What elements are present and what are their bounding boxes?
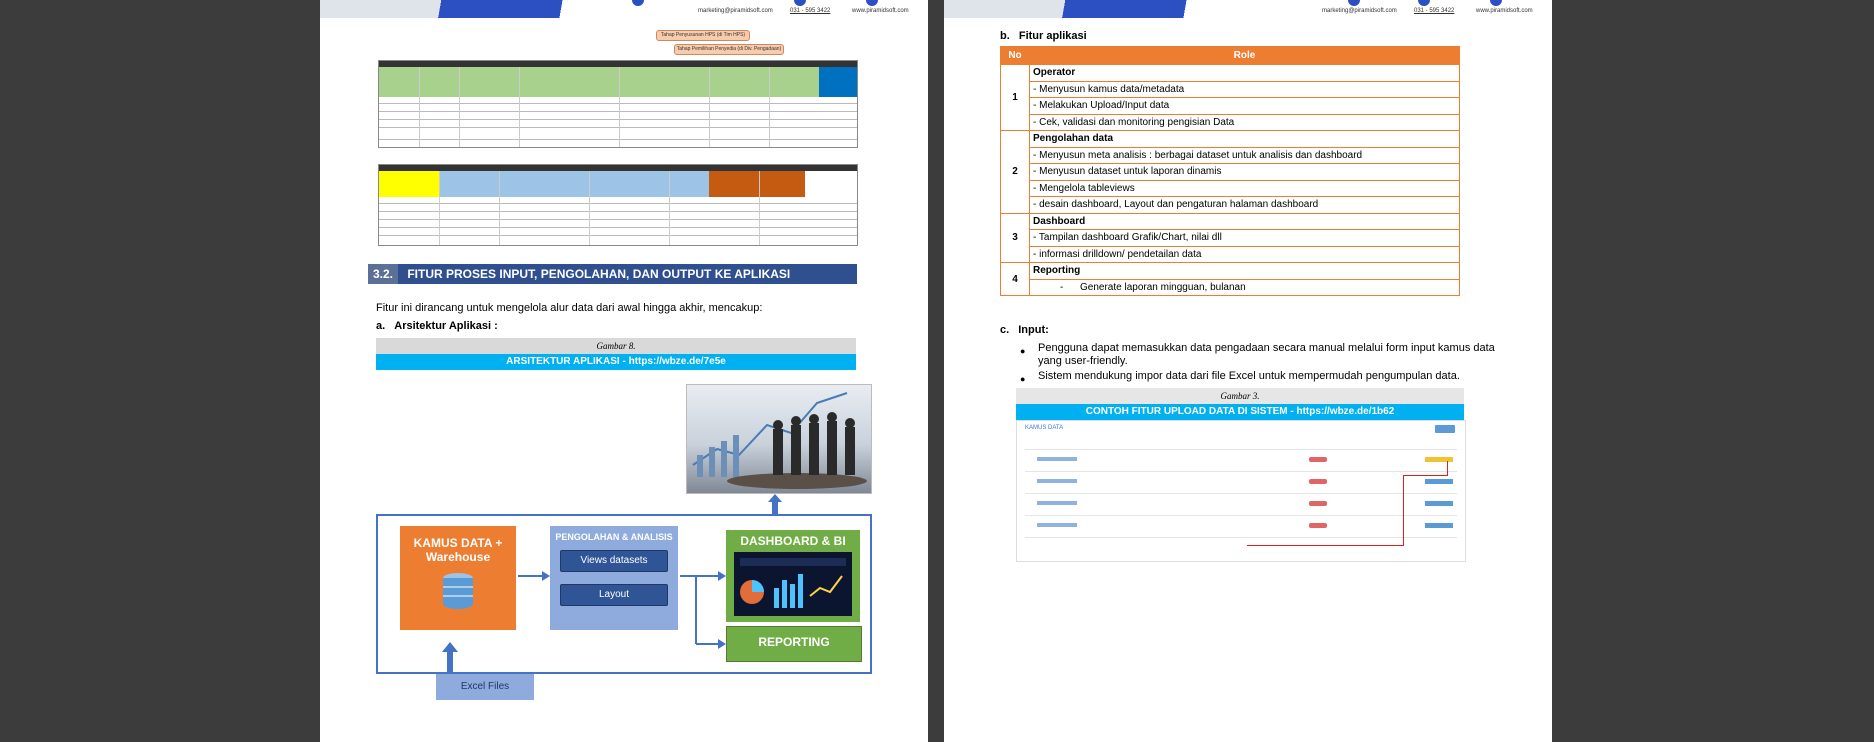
subheading-a <box>376 320 498 332</box>
table-row <box>1001 213 1460 230</box>
sheet-col <box>709 67 710 147</box>
annotation-line <box>1247 545 1404 546</box>
sheet-row <box>379 203 857 204</box>
document-page-2 <box>944 0 1552 742</box>
sheet-row <box>379 235 857 236</box>
annotation-line <box>1447 461 1448 475</box>
reporting-label: REPORTING <box>758 635 830 649</box>
role-table <box>1000 46 1460 296</box>
arrow-up-icon <box>768 494 782 514</box>
intro-text: Fitur ini dirancang untuk mengelola alur data dari awal hingga akhir, mencakup: <box>376 302 763 314</box>
role-item: - Menyusun kamus data/metadata <box>1030 81 1460 98</box>
table-row <box>1001 131 1460 148</box>
subheading-a-letter: a. <box>376 320 386 332</box>
filter-button <box>1435 425 1455 433</box>
bullet-text-2: Sistem mendukung impor data dari file Excel untuk mempermudah pengumpulan data. <box>1038 370 1460 382</box>
sheet-col <box>459 67 460 147</box>
header-website: www.piramidsoft.com <box>1476 8 1533 14</box>
subheading-b-letter: b. <box>1000 30 1010 42</box>
action-buttons <box>1425 457 1453 462</box>
sheet-row <box>379 211 857 212</box>
sheet-blue-header <box>819 67 857 97</box>
table-row <box>1001 98 1460 115</box>
header-no: No <box>1001 47 1030 65</box>
spreadsheet-pemilihan <box>378 164 858 246</box>
subheading-a-title: Arsitektur Aplikasi : <box>394 320 498 332</box>
sheet-col <box>419 67 420 147</box>
figure-label: Gambar 3. <box>1016 388 1464 404</box>
sheet-row <box>379 139 857 140</box>
table-row <box>1001 65 1460 82</box>
upload-screenshot <box>1016 420 1466 562</box>
sheet-col <box>499 171 500 245</box>
table-row <box>1001 114 1460 131</box>
page-header <box>944 0 1552 18</box>
screenshot-row <box>1025 537 1457 538</box>
subheading-b-title: Fitur aplikasi <box>1018 30 1087 42</box>
phone-icon <box>1418 0 1430 6</box>
table-row <box>1001 81 1460 98</box>
pengolahan-label: PENGOLAHAN & ANALISIS <box>555 532 673 542</box>
sheet-col <box>769 67 770 147</box>
figure-title: CONTOH FITUR UPLOAD DATA DI SISTEM - https://wbze.de/1b62 <box>1016 404 1464 420</box>
sheet-col <box>519 67 520 147</box>
row-text <box>1037 457 1077 461</box>
screenshot-row <box>1025 471 1457 472</box>
role-item: - Generate laporan mingguan, bulanan <box>1030 279 1460 296</box>
figure-title: ARSITEKTUR APLIKASI - https://wbze.de/7e5e <box>376 354 856 370</box>
row-text <box>1037 523 1077 527</box>
table-row <box>1001 180 1460 197</box>
screenshot-title: KAMUS DATA <box>1025 425 1064 431</box>
business-meeting-image <box>686 384 872 494</box>
sheet-col <box>589 171 590 245</box>
header-email: marketing@piramidsoft.com <box>698 8 773 14</box>
header-banner <box>320 0 620 18</box>
bullet-icon: ● <box>1020 374 1026 384</box>
screenshot-row <box>1025 449 1457 450</box>
screenshot-row <box>1025 515 1457 516</box>
role-item: - Tampilan dashboard Grafik/Chart, nilai dll <box>1030 230 1460 247</box>
role-item: - Menyusun dataset untuk laporan dinamis <box>1030 164 1460 181</box>
page-header <box>320 0 928 18</box>
kamus-data-label: KAMUS DATA + Warehouse <box>413 536 503 564</box>
role-number: 3 <box>1001 213 1030 263</box>
header-phone: 031 - 595 3422 <box>1414 8 1455 14</box>
arrow-up-icon <box>442 642 458 672</box>
callout-pemilihan: Tahap Pemilihan Penyedia (di Div. Pengadaan) <box>674 44 784 55</box>
role-number: 2 <box>1001 131 1030 214</box>
meeting-illustration <box>687 385 871 493</box>
sheet-green-header <box>379 67 819 97</box>
email-icon <box>1348 0 1360 6</box>
bullet-text-1: Pengguna dapat memasukkan data pengadaan secara manual melalui form input kamus data yang user-friendly. <box>1038 342 1495 367</box>
spreadsheet-hps <box>378 60 858 148</box>
sheet-col <box>619 67 620 147</box>
status-badge <box>1309 457 1327 462</box>
sheet-col <box>759 171 760 245</box>
header-banner <box>944 0 1244 18</box>
row-text <box>1037 501 1077 505</box>
callout-hps: Tahap Penyusunan HPS (di Tim HPS) <box>656 30 750 41</box>
sheet-row <box>379 111 857 112</box>
email-icon <box>632 0 644 6</box>
web-icon <box>1490 0 1502 6</box>
role-title: Operator <box>1030 65 1460 82</box>
subheading-c-title: Input: <box>1018 324 1049 336</box>
annotation-line <box>1403 475 1404 545</box>
table-row <box>1001 197 1460 214</box>
table-row <box>1001 164 1460 181</box>
row-text <box>1037 479 1077 483</box>
dashboard-bi-label: DASHBOARD & BI <box>740 534 846 548</box>
status-badge <box>1309 479 1327 484</box>
sheet-orange-header <box>709 171 805 197</box>
subheading-c-letter: c. <box>1000 324 1010 336</box>
role-item: - Cek, validasi dan monitoring pengisian Data <box>1030 114 1460 131</box>
subheading-c <box>1000 324 1049 336</box>
header-website: www.piramidsoft.com <box>852 8 909 14</box>
screenshot-row <box>1025 493 1457 494</box>
sheet-row <box>379 219 857 220</box>
layout-box: Layout <box>560 584 668 606</box>
status-badge <box>1309 501 1327 506</box>
action-buttons <box>1425 479 1453 484</box>
subheading-b <box>1000 30 1087 42</box>
table-row <box>1001 230 1460 247</box>
sheet-row <box>379 103 857 104</box>
section-heading <box>368 264 857 284</box>
action-buttons <box>1425 501 1453 506</box>
document-page-1 <box>320 0 928 742</box>
header-phone: 031 - 595 3422 <box>790 8 831 14</box>
role-item: - Melakukan Upload/Input data <box>1030 98 1460 115</box>
excel-files-box: Excel Files <box>436 674 534 700</box>
bullet-icon: ● <box>1020 346 1026 356</box>
role-title: Reporting <box>1030 263 1460 280</box>
role-title: Pengolahan data <box>1030 131 1460 148</box>
action-buttons <box>1425 523 1453 528</box>
sheet-col <box>669 171 670 245</box>
phone-icon <box>794 0 806 6</box>
section-title: FITUR PROSES INPUT, PENGOLAHAN, DAN OUTPUT KE APLIKASI <box>407 267 791 281</box>
table-row <box>1001 147 1460 164</box>
status-badge <box>1309 523 1327 528</box>
role-item: - desain dashboard, Layout dan pengaturan halaman dashboard <box>1030 197 1460 214</box>
sheet-row <box>379 119 857 120</box>
section-number: 3.2. <box>368 264 398 284</box>
table-row <box>1001 246 1460 263</box>
views-datasets-box: Views datasets <box>560 550 668 572</box>
role-number: 4 <box>1001 263 1030 296</box>
header-email: marketing@piramidsoft.com <box>1322 8 1397 14</box>
header-role: Role <box>1030 47 1460 65</box>
figure-label: Gambar 8. <box>376 338 856 354</box>
annotation-line <box>1403 475 1448 476</box>
role-item: - informasi drilldown/ pendetailan data <box>1030 246 1460 263</box>
role-item: - Menyusun meta analisis : berbagai dataset untuk analisis dan dashboard <box>1030 147 1460 164</box>
table-row <box>1001 279 1460 296</box>
role-title: Dashboard <box>1030 213 1460 230</box>
role-item: - Mengelola tableviews <box>1030 180 1460 197</box>
sheet-yellow-header <box>379 171 439 197</box>
table-header-row <box>1001 47 1460 65</box>
role-number: 1 <box>1001 65 1030 131</box>
sheet-row <box>379 227 857 228</box>
web-icon <box>866 0 878 6</box>
sheet-row <box>379 127 857 128</box>
sheet-col <box>439 171 440 245</box>
table-row <box>1001 263 1460 280</box>
